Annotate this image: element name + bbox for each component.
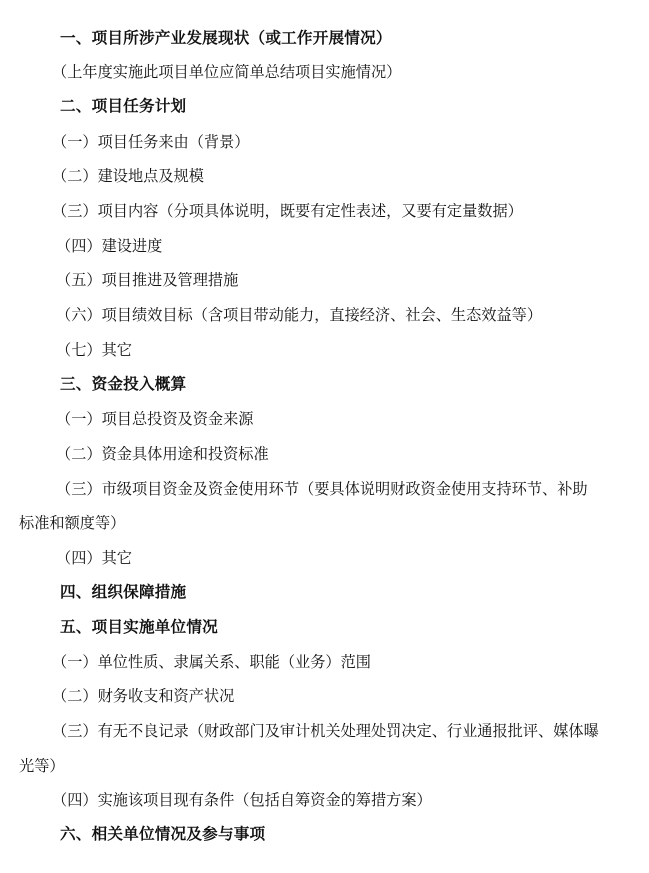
section-3-item-2: （二）资金具体用途和投资标准 (56, 445, 269, 463)
section-heading-4: 四、组织保障措施 (60, 583, 187, 601)
section-3-item-3-cont: 标准和额度等） (19, 514, 126, 532)
section-2-item-2: （二）建设地点及规模 (52, 167, 204, 185)
section-5-item-4: （四）实施该项目现有条件（包括自筹资金的筹措方案） (52, 791, 432, 809)
section-2-item-3: （三）项目内容（分项具体说明，既要有定性表述，又要有定量数据） (52, 202, 523, 220)
section-5-item-1: （一）单位性质、隶属关系、职能（业务）范围 (52, 653, 371, 671)
section-2-item-6: （六）项目绩效目标（含项目带动能力，直接经济、社会、生态效益等） (56, 306, 542, 324)
section-heading-6: 六、相关单位情况及参与事项 (60, 825, 266, 843)
section-2-item-7: （七）其它 (56, 341, 132, 359)
section-heading-2: 二、项目任务计划 (60, 97, 187, 115)
section-3-item-1: （一）项目总投资及资金来源 (56, 410, 254, 428)
section-5-item-3: （三）有无不良记录（财政部门及审计机关处理处罚决定、行业通报批评、媒体曝 (52, 722, 599, 740)
section-5-item-3-cont: 光等） (19, 757, 65, 775)
section-5-item-2: （二）财务收支和资产状况 (52, 687, 235, 705)
section-3-item-4: （四）其它 (56, 549, 132, 567)
section-1-note: （上年度实施此项目单位应简单总结项目实施情况） (52, 63, 402, 81)
section-2-item-1: （一）项目任务来由（背景） (52, 133, 250, 151)
section-heading-5: 五、项目实施单位情况 (60, 618, 218, 636)
section-heading-1: 一、项目所涉产业发展现状（或工作开展情况） (60, 29, 392, 47)
section-3-item-3: （三）市级项目资金及资金使用环节（要具体说明财政资金使用支持环节、补助 (56, 480, 588, 498)
section-2-item-4: （四）建设进度 (56, 237, 163, 255)
section-heading-3: 三、资金投入概算 (60, 375, 187, 393)
section-2-item-5: （五）项目推进及管理措施 (56, 271, 239, 289)
